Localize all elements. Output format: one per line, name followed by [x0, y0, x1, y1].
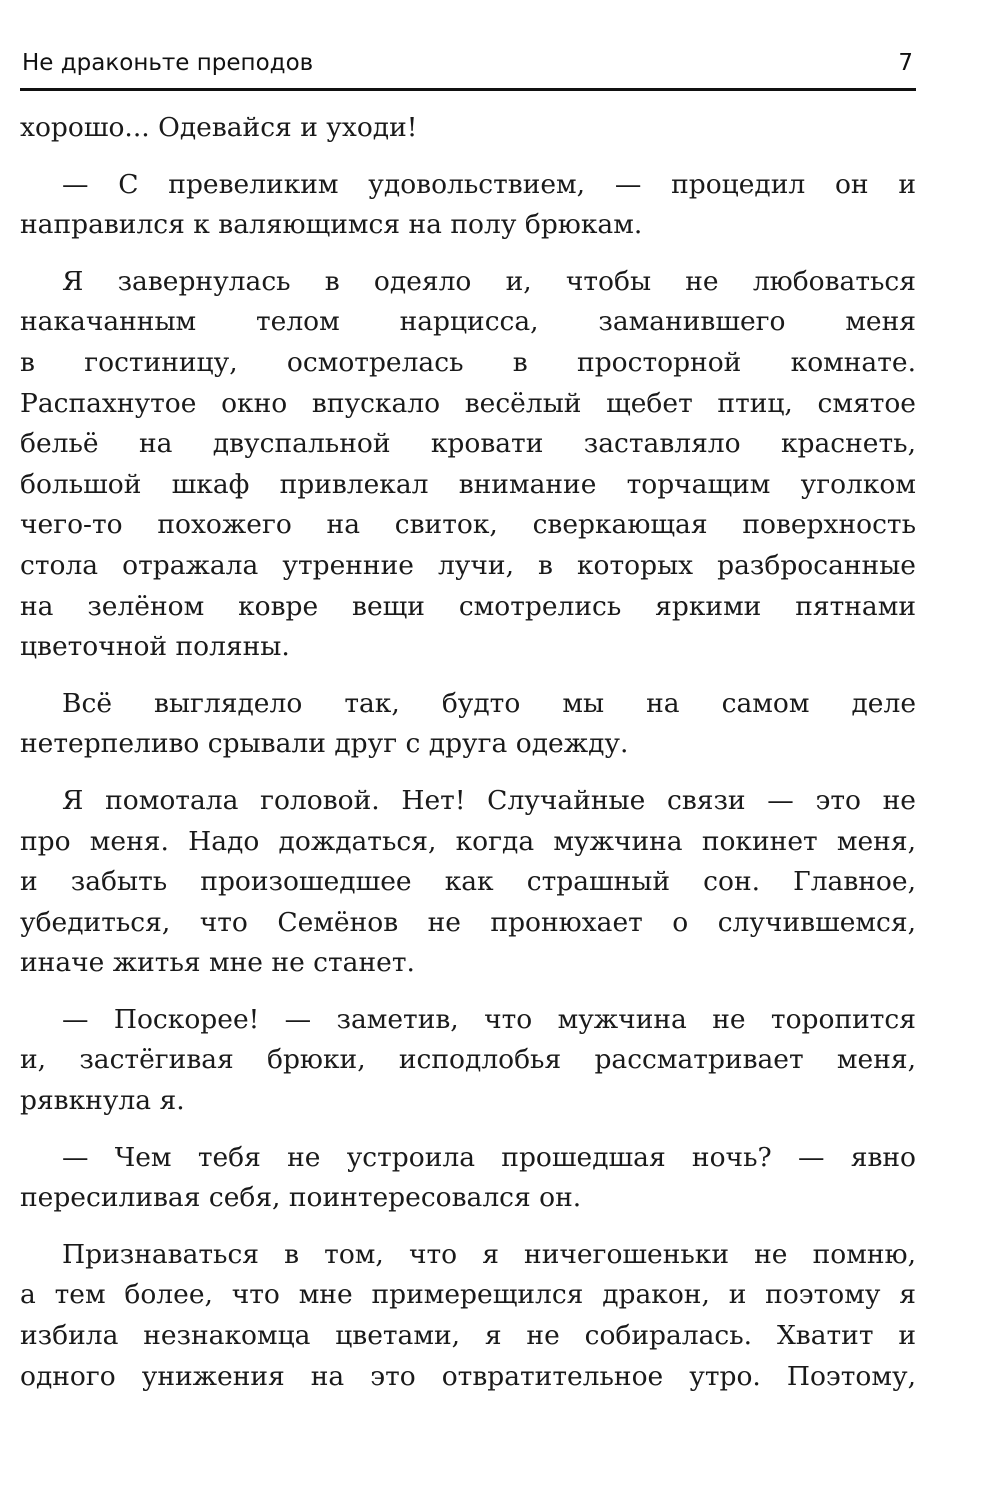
text-line: Я завернулась в одеяло и, чтобы не любоваться [62, 265, 916, 297]
paragraph [20, 1138, 916, 1219]
text-line: чего-то похожего на свиток, сверкающая поверхность [20, 509, 916, 541]
text-line: большой шкаф привлекал внимание торчащим уголком [20, 468, 916, 500]
text-line: про меня. Надо дождаться, когда мужчина покинет меня, [20, 825, 916, 857]
text-line: и забыть произошедшее как страшный сон. Главное, [20, 866, 916, 898]
text-line: накачанным телом нарцисса, заманившего меня [20, 306, 916, 338]
text-line: Всё выглядело так, будто мы на самом деле [62, 687, 916, 719]
text-line: направился к валяющимся на полу брюкам. [20, 209, 643, 241]
text-line: иначе житья мне не станет. [20, 947, 415, 979]
text-line: хорошо... Одевайся и уходи! [20, 112, 418, 143]
paragraph [20, 684, 916, 765]
text-line: стола отражала утренние лучи, в которых разбросанные [20, 549, 916, 581]
text-line: и, застёгивая брюки, исподлобья рассматривает меня, [20, 1044, 916, 1076]
paragraph [20, 1235, 916, 1397]
running-header [22, 44, 915, 88]
text-line: на зелёном ковре вещи смотрелись яркими пятнами [20, 590, 916, 622]
text-line: — Чем тебя не устроила прошедшая ночь? — явно [62, 1141, 916, 1173]
text-line: Признаваться в том, что я ничегошеньки не помню, [62, 1238, 916, 1270]
body-text [20, 108, 916, 1413]
page-number: 7 [898, 50, 913, 76]
text-line: в гостиницу, осмотрелась в просторной комнате. [20, 346, 916, 378]
text-line: бельё на двуспальной кровати заставляло краснеть, [20, 428, 916, 460]
text-line: а тем более, что мне примерещился дракон, и поэтому я [20, 1279, 916, 1311]
paragraph [20, 1000, 916, 1122]
paragraph [20, 781, 916, 984]
text-line: цветочной поляны. [20, 631, 290, 663]
text-line: рявкнула я. [20, 1085, 185, 1117]
text-line: нетерпеливо срывали друг с друга одежду. [20, 728, 629, 760]
text-line: Я помотала головой. Нет! Случайные связи — это не [62, 784, 916, 816]
paragraph [20, 262, 916, 668]
text-line: одного унижения на это отвратительное утро. Поэтому, [20, 1360, 916, 1392]
paragraph [20, 165, 916, 246]
header-rule [20, 88, 916, 91]
text-line: пересиливая себя, поинтересовался он. [20, 1182, 582, 1214]
paragraph [20, 108, 916, 149]
text-line: Распахнутое окно впускало весёлый щебет птиц, смятое [20, 387, 916, 419]
text-line: убедиться, что Семёнов не пронюхает о случившемся, [20, 906, 916, 938]
book-title: Не драконьте преподов [22, 50, 314, 76]
text-line: — Поскорее! — заметив, что мужчина не торопится [62, 1003, 916, 1035]
text-line: — С превеликим удовольствием, — процедил он и [62, 168, 916, 200]
text-line: избила незнакомца цветами, я не собиралась. Хватит и [20, 1320, 916, 1352]
